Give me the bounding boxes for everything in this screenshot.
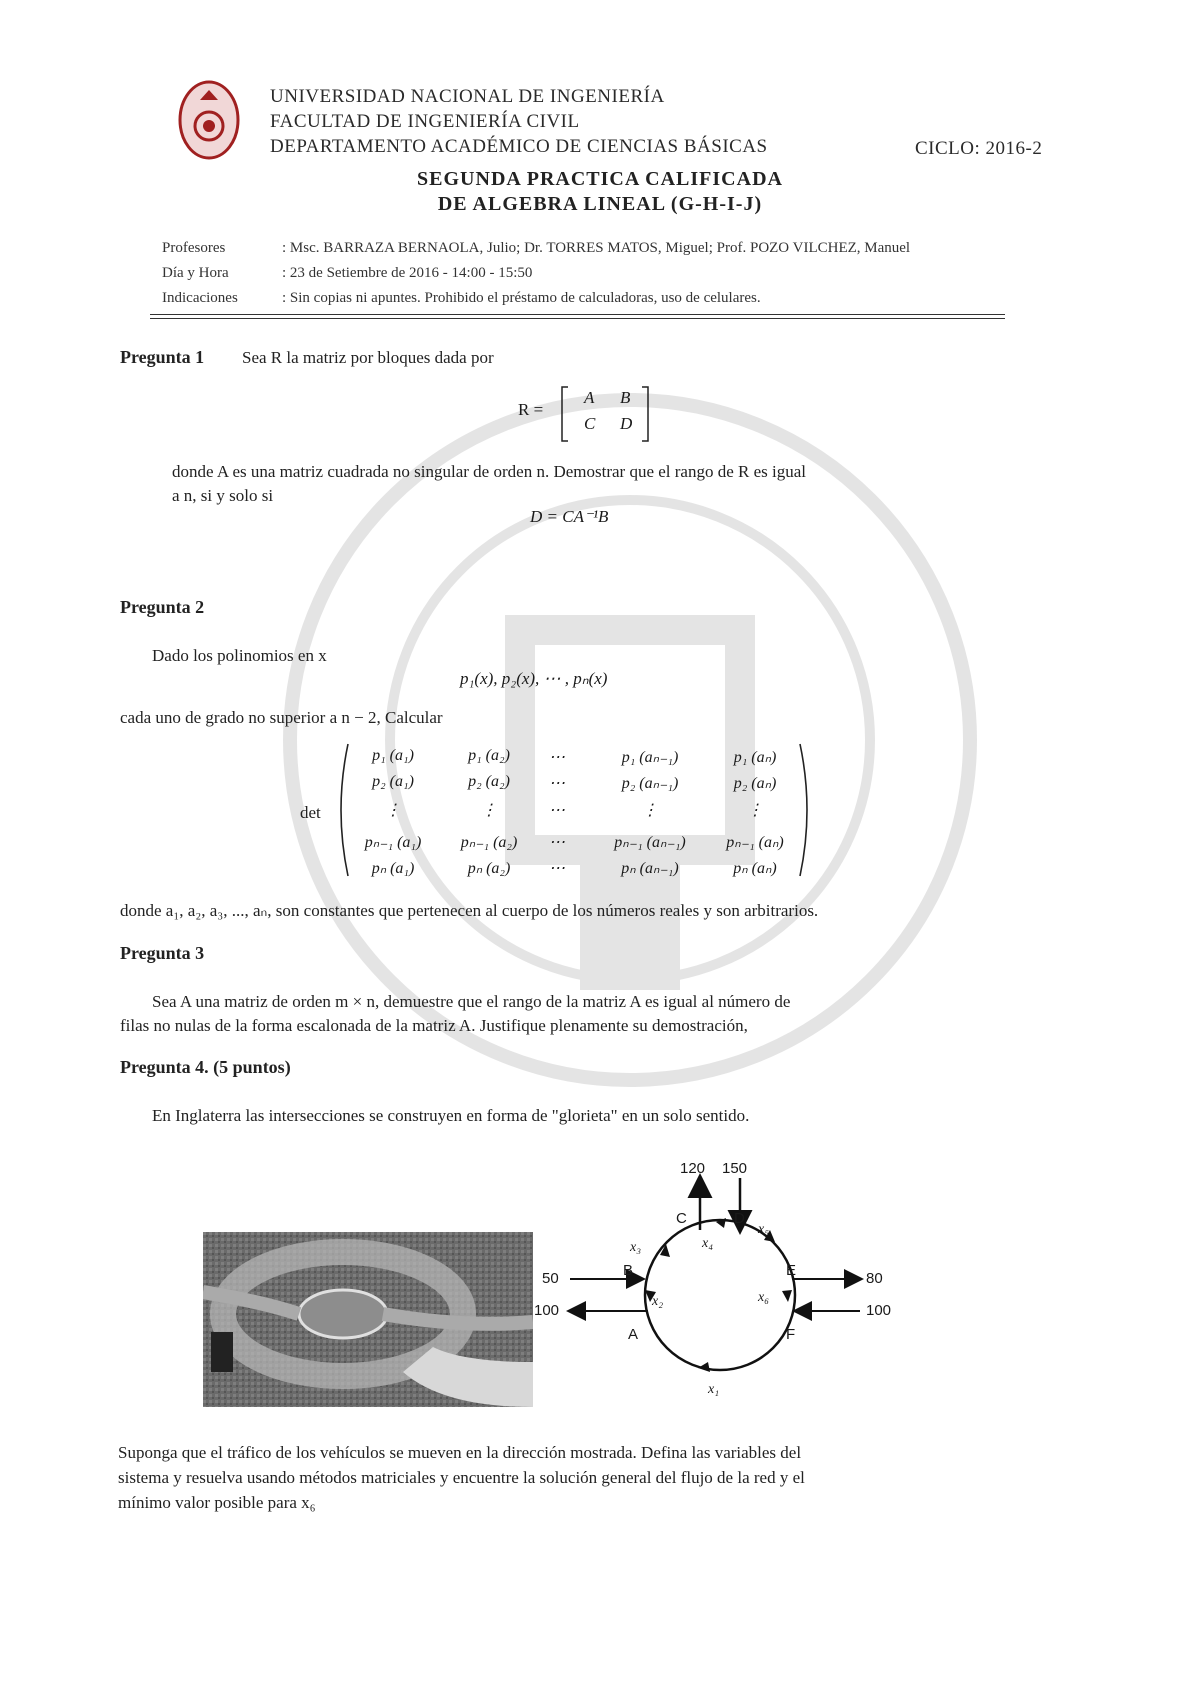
q2-text: cada uno de grado no superior a n − 2, Calcular [120, 708, 443, 727]
instructions-label: Indicaciones [162, 290, 238, 306]
q3-text-1: Sea A una matriz de orden m × n, demuestre que el rango de la matriz A es igual al número de [152, 992, 791, 1011]
q1-block-c: C [584, 414, 596, 433]
q1-text-2: a n, si y solo si [172, 486, 274, 505]
det-cell: pₙ₋₁ (aₙ₋₁) [614, 834, 686, 851]
node-c: C [676, 1210, 687, 1227]
det-cell: ⋯ [549, 775, 565, 792]
professors-value: : Msc. BARRAZA BERNAOLA, Julio; Dr. TORRES MATOS, Miguel; Prof. POZO VILCHEZ, Manuel [282, 240, 911, 256]
var-x5: x₅ [758, 1222, 770, 1237]
date-label: Día y Hora [162, 265, 229, 281]
det-cell: p₁ (a₂) [468, 747, 510, 764]
node-e: E [786, 1262, 797, 1279]
node-a: A [628, 1326, 639, 1343]
department-name: DEPARTAMENTO ACADÉMICO DE CIENCIAS BÁSICAS [270, 136, 768, 157]
det-cell: pₙ (aₙ₋₁) [621, 860, 679, 877]
det-cell: p₂ (a₁) [372, 773, 414, 790]
det-cell: ⋯ [549, 860, 565, 877]
cycle: CICLO: 2016-2 [915, 138, 1043, 159]
exam-subtitle: DE ALGEBRA LINEAL (G-H-I-J) [437, 193, 763, 215]
q1-equation: D = CA⁻¹B [530, 507, 609, 526]
header-rule [150, 314, 1005, 315]
det-cell: ⋮ [481, 802, 497, 819]
date-value: : 23 de Setiembre de 2016 - 14:00 - 15:50 [282, 265, 533, 281]
university-logo [178, 80, 240, 160]
det-cell: ⋮ [747, 802, 763, 819]
q1-block-a: A [584, 388, 595, 407]
det-cell: p₂ (aₙ₋₁) [621, 775, 679, 792]
faculty-name: FACULTAD DE INGENIERÍA CIVIL [270, 111, 580, 132]
node-f: F [786, 1326, 796, 1343]
q1-intro: Sea R la matriz por bloques dada por [242, 348, 494, 367]
q3-text-2: filas no nulas de la forma escalonada de la matriz A. Justifique plenamente su demostración, [120, 1016, 748, 1035]
roundabout-photo [203, 1232, 533, 1407]
q1-text-1: donde A es una matriz cuadrada no singular de orden n. Demostrar que el rango de R es igual [172, 462, 806, 481]
header-rule-2 [150, 318, 1005, 319]
det-cell: ⋯ [549, 749, 565, 766]
diagram-flow-out-right: 80 [866, 1270, 883, 1287]
q2-det-label: det [300, 803, 321, 822]
det-cell: pₙ (aₙ) [733, 860, 777, 877]
node-d: D [734, 1210, 745, 1227]
professors-label: Profesores [162, 240, 226, 256]
det-cell: ⋯ [549, 802, 565, 819]
q1-block-b: B [620, 388, 631, 407]
q2-heading: Pregunta 2 [120, 597, 205, 617]
q4-text-1: Suponga que el tráfico de los vehículos se mueven en la dirección mostrada. Defina las variables del [118, 1443, 802, 1462]
det-cell: pₙ₋₁ (a₁) [364, 834, 422, 851]
diagram-flow-out-left: 100 [534, 1302, 560, 1319]
det-cell: pₙ (a₁) [371, 860, 415, 877]
var-x4: x₄ [702, 1236, 714, 1251]
diagram-flow-in-left: 50 [542, 1270, 559, 1287]
var-x2: x₂ [652, 1294, 664, 1309]
var-x3: x₃ [630, 1240, 642, 1255]
q4-intro: En Inglaterra las intersecciones se construyen en forma de "glorieta" en un solo sentido. [152, 1106, 750, 1125]
exam-title: SEGUNDA PRACTICA CALIFICADA [417, 168, 783, 190]
det-cell: p₁ (a₁) [372, 747, 414, 764]
det-cell: ⋮ [385, 802, 401, 819]
det-cell: p₁ (aₙ₋₁) [621, 749, 679, 766]
q2-intro: Dado los polinomios en x [152, 646, 327, 665]
det-cell: ⋮ [642, 802, 658, 819]
det-cell: pₙ₋₁ (aₙ) [726, 834, 784, 851]
det-cell: pₙ₋₁ (a₂) [460, 834, 518, 851]
q2-footer: donde a₁, a₂, a₃, ..., aₙ, son constantes que pertenecen al cuerpo de los números reales y son arbitrarios. [120, 901, 819, 920]
diagram-flow-in-top: 150 [722, 1160, 748, 1177]
instructions-value: : Sin copias ni apuntes. Prohibido el préstamo de calculadoras, uso de celulares. [282, 290, 761, 306]
diagram-flow-out-top: 120 [680, 1160, 706, 1177]
q1-matrix-lhs: R = [518, 400, 544, 419]
det-cell: ⋯ [549, 834, 565, 851]
q4-text-2: sistema y resuelva usando métodos matriciales y encuentre la solución general del flujo de la red y el [118, 1468, 805, 1487]
det-cell: p₂ (a₂) [468, 773, 510, 790]
det-cell: p₂ (aₙ) [733, 775, 777, 792]
q2-polynomials: p₁(x), p₂(x), ⋯ , pₙ(x) [460, 669, 608, 688]
det-cell: p₁ (aₙ) [733, 749, 777, 766]
var-x1: x₁ [708, 1382, 720, 1397]
node-b: B [623, 1262, 634, 1279]
q4-heading: Pregunta 4. (5 puntos) [120, 1057, 291, 1077]
traffic-network-diagram [530, 1160, 910, 1420]
q4-text-3: mínimo valor posible para x₆ [118, 1493, 316, 1512]
var-x6: x₆ [758, 1290, 770, 1305]
q1-block-d: D [620, 414, 633, 433]
diagram-flow-in-right: 100 [866, 1302, 892, 1319]
university-name: UNIVERSIDAD NACIONAL DE INGENIERÍA [270, 86, 665, 107]
q3-heading: Pregunta 3 [120, 943, 205, 963]
det-cell: pₙ (a₂) [467, 860, 511, 877]
q1-heading: Pregunta 1 [120, 347, 205, 367]
q1-matrix-brackets [560, 385, 650, 443]
